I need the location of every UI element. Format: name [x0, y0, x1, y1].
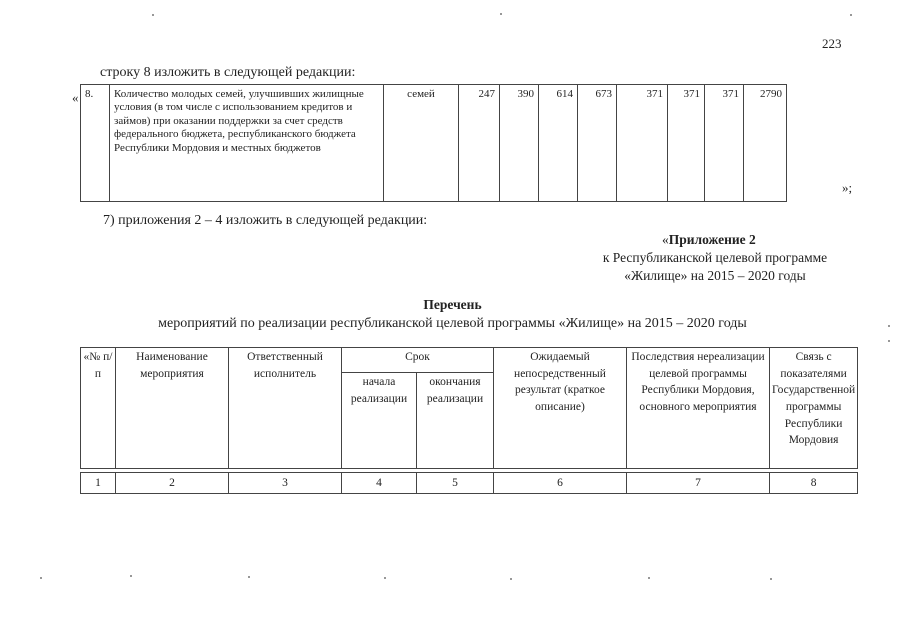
column-number: 6: [494, 473, 627, 494]
header-executor: Ответственный исполнитель: [229, 348, 342, 469]
scan-speck: [152, 14, 154, 16]
appendix-line-1: к Республиканской целевой программе: [602, 250, 828, 265]
value-cell: 371: [617, 85, 668, 202]
scan-speck: [500, 13, 502, 15]
value-cell: 390: [500, 85, 539, 202]
list-title: Перечень: [423, 297, 482, 312]
scan-speck: [648, 577, 650, 579]
row-unit: семей: [384, 85, 459, 202]
scan-speck: [510, 578, 512, 580]
value-cell: 247: [459, 85, 500, 202]
header-end: окончания реализации: [417, 373, 494, 469]
scan-speck: [850, 14, 852, 16]
table-row: [81, 85, 787, 202]
activities-table: [80, 347, 858, 494]
appendix-quote: «: [662, 232, 669, 247]
column-number: 7: [627, 473, 770, 494]
value-cell: 2790: [744, 85, 787, 202]
appendix-line-2: «Жилище» на 2015 – 2020 годы: [624, 268, 806, 283]
scan-speck: [130, 575, 132, 577]
quote-open: «: [72, 90, 79, 105]
value-cell: 371: [668, 85, 705, 202]
appendix-heading: Приложение 2: [668, 232, 756, 247]
column-number: 5: [417, 473, 494, 494]
header-result: Ожидаемый непосредственный результат (краткое описание): [494, 348, 627, 469]
list-subtitle: мероприятий по реализации республиканской целевой программы «Жилище» на 2015 – 2020 годы: [158, 316, 747, 331]
header-num: «№ п/п: [81, 348, 116, 469]
scan-speck: [888, 340, 890, 342]
value-cell: 614: [539, 85, 578, 202]
header-start: начала реализации: [342, 373, 417, 469]
scan-speck: [248, 576, 250, 578]
scan-speck: [384, 577, 386, 579]
column-number-row: [81, 473, 858, 494]
page-number: 223: [822, 36, 842, 51]
header-consequences: Последствия нереализации целевой программы Республики Мордовия, основного мероприятия: [627, 348, 770, 469]
row-number: 8.: [81, 85, 110, 202]
row-description: Количество молодых семей, улучшивших жилищные условия (в том числе с использованием кредитов и займов) при оказании поддержки за счет средств федерального бюджета, республиканского бюджета Республики Мордовия и местных бюджетов: [110, 85, 384, 202]
header-link: Связь с показателями Государственной программы Республики Мордовия: [770, 348, 858, 469]
header-row: [81, 348, 858, 373]
paragraph-7: 7) приложения 2 – 4 изложить в следующей редакции:: [103, 213, 428, 228]
column-number: 2: [116, 473, 229, 494]
column-number: 3: [229, 473, 342, 494]
indicator-row-table: [80, 84, 787, 202]
scan-speck: [770, 578, 772, 580]
column-number: 4: [342, 473, 417, 494]
appendix-title: [662, 232, 756, 248]
column-number: 1: [81, 473, 116, 494]
quote-close: »;: [842, 180, 853, 195]
scan-speck: [40, 577, 42, 579]
column-number: 8: [770, 473, 858, 494]
scan-speck: [888, 325, 890, 327]
value-cell: 371: [705, 85, 744, 202]
intro-line: строку 8 изложить в следующей редакции:: [100, 65, 356, 80]
value-cell: 673: [578, 85, 617, 202]
header-name: Наименование мероприятия: [116, 348, 229, 469]
header-term: Срок: [342, 348, 494, 373]
